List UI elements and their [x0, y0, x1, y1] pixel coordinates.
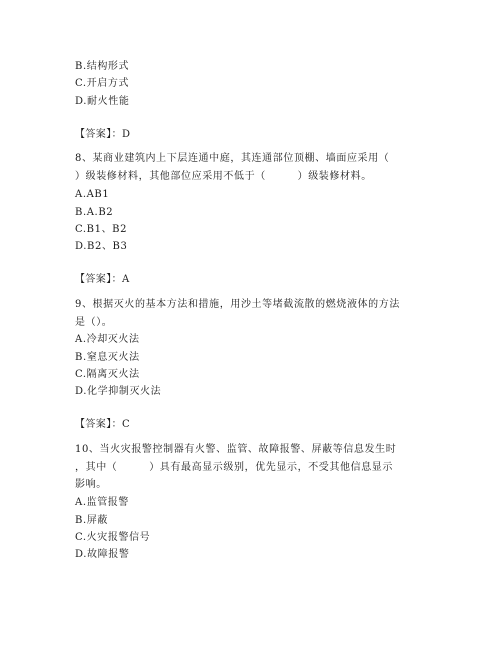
q10-option-b: B.屏蔽	[75, 515, 108, 526]
q9-stem-line1: 9、根据灭火的基本方法和措施，用沙土等堵截流散的燃烧液体的方法	[75, 299, 400, 310]
q10-option-c: C.火灾报警信号	[75, 532, 151, 543]
q7-option-c: C.开启方式	[75, 78, 130, 89]
q7-answer: 【答案】：D	[75, 129, 131, 140]
q8-answer: 【答案】：A	[75, 274, 130, 285]
q7-option-d: D.耐火性能	[75, 96, 130, 107]
q9-answer: 【答案】：C	[75, 419, 131, 430]
q8-option-a: A.AB1	[75, 189, 110, 200]
q8-stem-line1: 8、某商业建筑内上下层连通中庭，其连通部位顶棚、墙面应采用（	[75, 153, 390, 164]
q9-option-b: B.窒息灭火法	[75, 352, 140, 363]
q10-stem-line1: 10、当火灾报警控制器有火警、监管、故障报警、屏蔽等信息发生时	[75, 444, 397, 455]
q9-stem-line2: 是（）。	[75, 317, 113, 328]
q9-option-d: D.化学抑制灭火法	[75, 386, 162, 397]
q10-option-a: A.监管报警	[75, 497, 130, 508]
q10-option-d: D.故障报警	[75, 549, 130, 560]
q10-stem-line3: 影响。	[75, 479, 107, 490]
q10-stem-line2: ，其中（ ）具有最高显示级别，优先显示，不受其他信息显示	[75, 462, 393, 473]
q8-stem-line2: ）级装修材料，其他部位应采用不低于（ ）级装修材料。	[75, 171, 372, 182]
q7-option-b: B.结构形式	[75, 61, 130, 72]
q9-option-a: A.冷却灭火法	[75, 334, 140, 345]
q9-option-c: C.隔离灭火法	[75, 369, 140, 380]
q8-option-c: C.B1、B2	[75, 224, 128, 235]
q8-option-d: D.B2、B3	[75, 241, 128, 252]
q8-option-b: B.A.B2	[75, 207, 114, 218]
